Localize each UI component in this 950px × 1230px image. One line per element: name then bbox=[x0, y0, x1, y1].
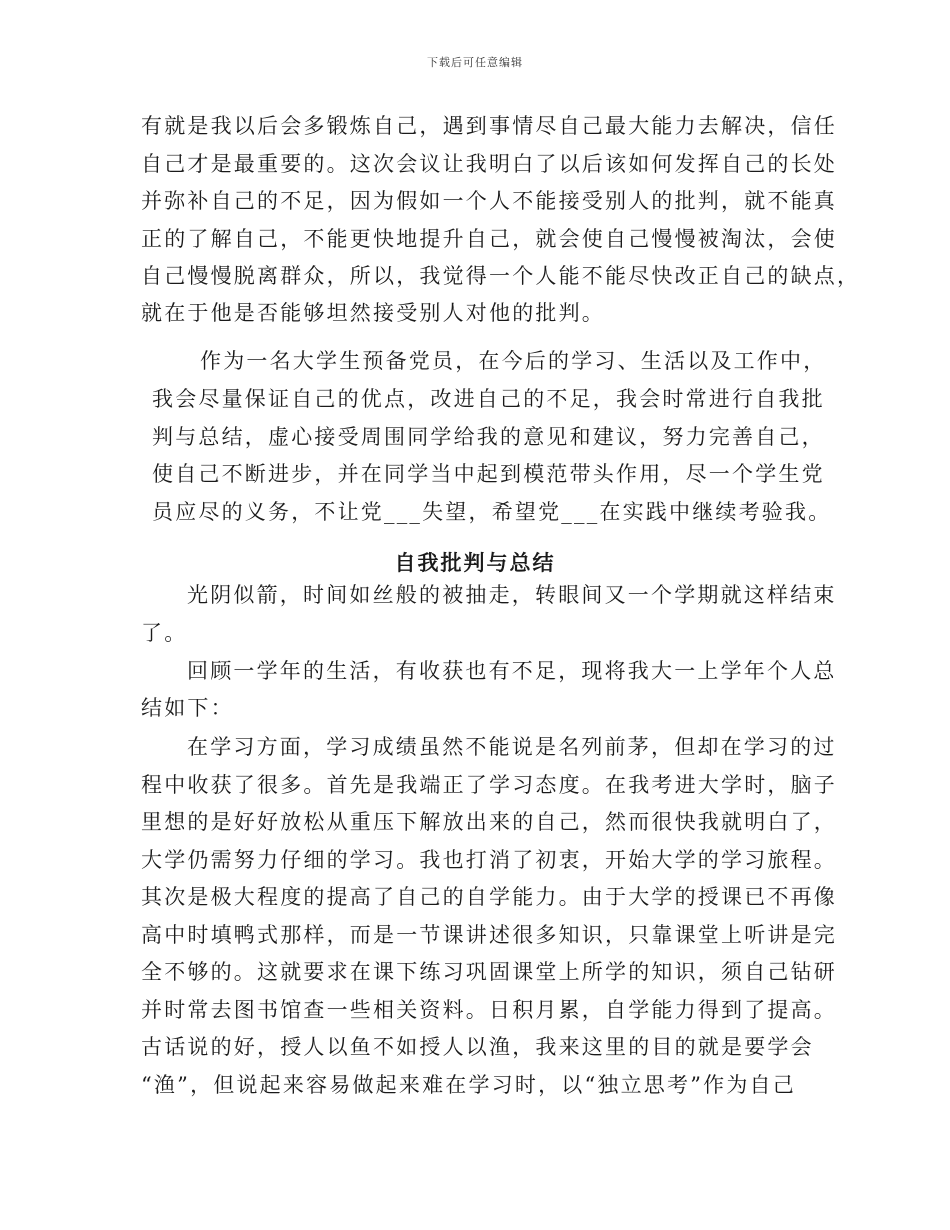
paragraph-line: 在学习方面，学习成绩虽然不能说是名列前茅，但却在学习的过 bbox=[187, 735, 837, 759]
paragraph-line: 自己才是最重要的。这次会议让我明白了以后该如何发挥自己的长处 bbox=[141, 152, 837, 176]
paragraph-line: 结如下： bbox=[141, 696, 234, 720]
paragraph-line: 自己慢慢脱离群众，所以，我觉得一个人能不能尽快改正自己的缺点， bbox=[141, 264, 861, 288]
paragraph-line: 作为一名大学生预备党员，在今后的学习、生活以及工作中， bbox=[200, 349, 827, 373]
paragraph-line: 里想的是好好放松从重压下解放出来的自己，然而很快我就明白了， bbox=[141, 810, 837, 834]
paragraph-line: 我会尽量保证自己的优点，改进自己的不足，我会时常进行自我批 bbox=[152, 387, 825, 411]
paragraph-line: 就在于他是否能够坦然接受别人对他的批判。 bbox=[141, 301, 605, 325]
paragraph-line: 高中时填鸭式那样，而是一节课讲述很多知识，只靠课堂上听讲是完 bbox=[141, 923, 837, 947]
paragraph-line: 古话说的好，授人以鱼不如授人以渔，我来这里的目的就是要学会 bbox=[141, 1035, 814, 1059]
paragraph-line: 其次是极大程度的提高了自己的自学能力。由于大学的授课已不再像 bbox=[141, 885, 837, 909]
paragraph-line: 使自己不断进步，并在同学当中起到模范带头作用，尽一个学生党 bbox=[152, 462, 825, 486]
paragraph-line: 并时常去图书馆查一些相关资料。日积月累，自学能力得到了提高。 bbox=[141, 998, 837, 1022]
paragraph-line: 全不够的。这就要求在课下练习巩固课堂上所学的知识，须自己钻研 bbox=[141, 960, 837, 984]
section-title: 自我批判与总结 bbox=[394, 550, 556, 575]
paragraph-line: 光阴似箭，时间如丝般的被抽走，转眼间又一个学期就这样结束 bbox=[187, 583, 837, 607]
paragraph-line: “渔”，但说起来容易做起来难在学习时，以“独立思考”作为自己 bbox=[141, 1073, 796, 1097]
paragraph-line: 并弥补自己的不足，因为假如一个人不能接受别人的批判，就不能真 bbox=[141, 189, 837, 213]
header-note: 下载后可任意编辑 bbox=[427, 56, 523, 69]
paragraph-line: 判与总结，虚心接受周围同学给我的意见和建议，努力完善自己， bbox=[152, 425, 825, 449]
paragraph-line: 有就是我以后会多锻炼自己，遇到事情尽自己最大能力去解决，信任 bbox=[141, 114, 837, 138]
paragraph-line: 员应尽的义务，不让党___失望，希望党___在实践中继续考验我。 bbox=[152, 500, 832, 524]
paragraph-line: 回顾一学年的生活，有收获也有不足，现将我大一上学年个人总 bbox=[187, 659, 837, 683]
paragraph-line: 大学仍需努力仔细的学习。我也打消了初衷，开始大学的学习旅程。 bbox=[141, 848, 837, 872]
paragraph-line: 程中收获了很多。首先是我端正了学习态度。在我考进大学时，脑子 bbox=[141, 773, 837, 797]
paragraph-line: 正的了解自己，不能更快地提升自己，就会使自己慢慢被淘汰，会使 bbox=[141, 227, 837, 251]
paragraph-line: 了。 bbox=[141, 621, 188, 645]
